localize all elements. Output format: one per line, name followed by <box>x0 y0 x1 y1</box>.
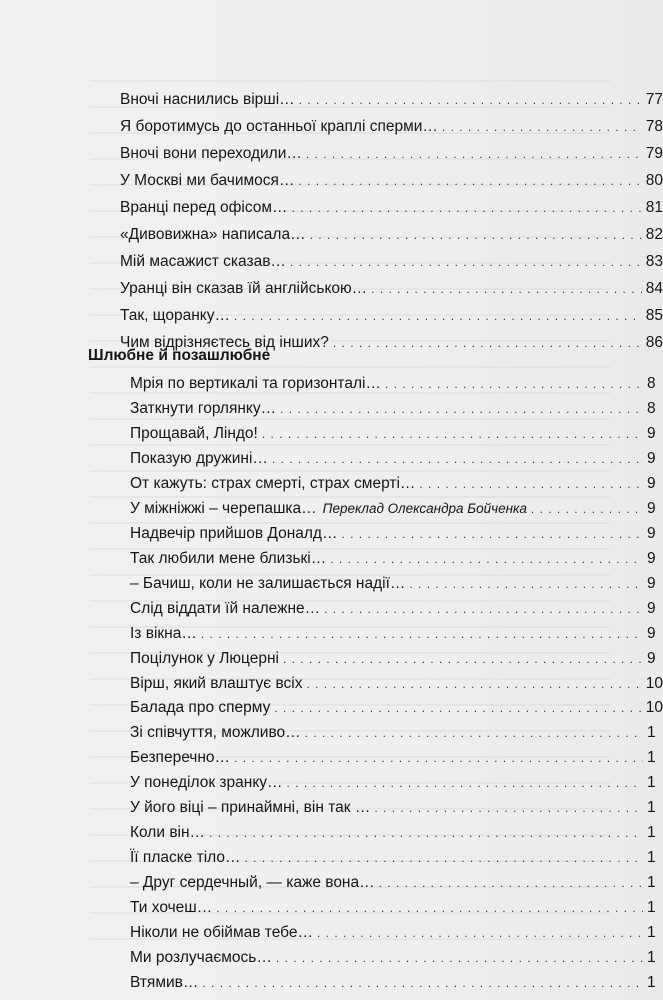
toc-entry-page: 78 <box>645 118 663 135</box>
toc-entry-title: Так любили мене близькі… <box>130 549 327 567</box>
toc-entry <box>130 696 663 721</box>
toc-entry <box>130 946 663 971</box>
toc-entry-title: – Бачиш, коли не залишається надії… <box>130 574 406 592</box>
toc-entry-page: 81 <box>645 199 663 216</box>
dot-leader <box>292 195 642 221</box>
toc-entry <box>130 572 663 597</box>
dot-leader <box>283 647 643 672</box>
toc-entry-overflow <box>130 971 663 996</box>
translator-note: Переклад Олександра Бойченка <box>322 500 527 516</box>
toc-entry-title: Слід віддати їй належне… <box>130 599 321 617</box>
toc-entry-page: 9 <box>647 599 656 617</box>
toc-entry <box>130 522 663 547</box>
toc-entry <box>130 597 663 622</box>
toc-entry <box>130 547 663 572</box>
toc-entry-page: 9 <box>647 574 656 592</box>
dot-leader <box>419 472 643 497</box>
toc-entry-page: 1 <box>647 874 656 892</box>
dot-leader <box>333 330 642 356</box>
dot-leader <box>280 397 643 422</box>
toc-entry-page: 9 <box>647 449 656 467</box>
toc-entry <box>130 497 663 522</box>
dot-leader <box>442 114 642 140</box>
dot-leader <box>202 971 643 996</box>
toc-entry-title: Безперечно… <box>130 749 231 767</box>
toc-entry <box>120 222 663 248</box>
toc-entry-page: 9 <box>647 499 656 517</box>
toc-entry-title: От кажуть: страх смерті, страх смерті… <box>130 474 416 492</box>
toc-entry-page: 10 <box>645 699 663 717</box>
toc-entry-title: Мій масажист сказав… <box>120 253 286 270</box>
toc-entry <box>120 114 663 140</box>
toc-entry <box>130 372 663 397</box>
dot-leader <box>531 497 643 522</box>
dot-leader <box>201 622 643 647</box>
toc-entry-title: Вночі наснились вірші… <box>120 91 295 108</box>
toc-entry-title: Показую дружині… <box>130 449 268 467</box>
section-heading: Шлюбне й позашлюбне <box>88 347 271 364</box>
dot-leader <box>341 522 643 547</box>
dot-leader <box>317 921 643 946</box>
toc-entry <box>120 249 663 275</box>
dot-leader <box>274 696 641 721</box>
toc-entry-title: У його віці – принаймні, він так … <box>130 799 371 817</box>
dot-leader <box>379 871 643 896</box>
toc-entry-page: 77 <box>645 91 663 108</box>
toc-entry-title: Поцілунок у Люцерні <box>130 649 279 667</box>
toc-entry-page: 1 <box>647 924 656 942</box>
dot-leader <box>385 372 643 397</box>
toc-entry-page: 1 <box>647 774 656 792</box>
dot-leader <box>305 721 643 746</box>
toc-entry-title: Прощавай, Ліндо! <box>130 424 258 442</box>
toc-entry-title: Надвечір прийшов Доналд… <box>130 524 338 542</box>
toc-entry <box>130 422 663 447</box>
toc-entry <box>130 447 663 472</box>
dot-leader <box>290 249 642 275</box>
toc-entry-page: 1 <box>647 949 656 967</box>
toc-entry-page: 1 <box>647 749 656 767</box>
toc-entry <box>120 168 663 194</box>
toc-entry-title: Заткнути горлянку… <box>130 399 277 417</box>
toc-entry <box>130 871 663 896</box>
dot-leader <box>298 168 641 194</box>
dot-leader <box>245 846 644 871</box>
toc-entry-page: 85 <box>645 307 663 324</box>
toc-entry-title: Зі співчуття, можливо… <box>130 724 301 742</box>
toc-entry <box>130 796 663 821</box>
toc-entry <box>120 141 663 167</box>
dot-leader <box>310 222 642 248</box>
dot-leader <box>371 276 642 302</box>
toc-entry <box>130 397 663 422</box>
toc-entry-title: Із вікна… <box>130 624 197 642</box>
toc-entry-title: У міжніжжі – черепашка… <box>130 499 317 517</box>
toc-entry-title: Мрія по вертикалі та горизонталі… <box>130 375 381 392</box>
toc-entry <box>130 746 663 771</box>
toc-entry-title: Вночі вони переходили… <box>120 145 302 162</box>
toc-entry <box>120 87 663 113</box>
toc-entry <box>120 195 663 221</box>
toc-entry-page: 8 <box>647 399 656 417</box>
toc-entry-title: «Дивовижна» написала… <box>120 226 306 243</box>
dot-leader <box>409 572 643 597</box>
toc-entry-page: 9 <box>647 524 656 542</box>
dot-leader <box>287 771 643 796</box>
toc-entry <box>130 771 663 796</box>
toc-entry-title: Я боротимусь до останньої краплі сперми… <box>120 118 438 135</box>
toc-entry-title: Вранці перед офісом… <box>120 199 288 216</box>
dot-leader <box>216 896 643 921</box>
toc-entry <box>130 821 663 846</box>
toc-entry <box>130 672 663 697</box>
dot-leader <box>234 746 643 771</box>
toc-entry-page: 1 <box>647 799 656 817</box>
toc-entry-title: Втямив… <box>130 974 199 992</box>
toc-entry-title: У Москві ми бачимося… <box>120 172 295 189</box>
toc-entry-title: У понеділок зранку… <box>130 774 283 792</box>
toc-entry-page: 1 <box>647 899 656 917</box>
toc-entry <box>130 472 663 497</box>
dot-leader <box>306 672 641 697</box>
toc-entry <box>130 921 663 946</box>
toc-entry-title: Уранці він сказав їй англійською… <box>120 280 368 297</box>
dot-leader <box>324 597 643 622</box>
toc-entry-title: Балада про сперму <box>130 699 271 717</box>
dot-leader <box>234 303 642 329</box>
toc-entry-page: 9 <box>647 474 656 492</box>
toc-entry-page: 1 <box>647 824 656 842</box>
dot-leader <box>262 422 643 447</box>
toc-entry <box>130 896 663 921</box>
toc-entry-page: 1 <box>647 849 656 867</box>
toc-entry-page: 9 <box>647 424 656 442</box>
toc-entry-page: 80 <box>645 172 663 189</box>
toc-entry <box>120 303 663 329</box>
toc-entry-page: 1 <box>647 974 656 992</box>
toc-entry-page: 84 <box>645 280 663 297</box>
toc-entry-title: Її пласке тіло… <box>130 849 241 867</box>
toc-entry-title: Коли він… <box>130 824 206 842</box>
toc-entry <box>130 647 663 672</box>
toc-entry-page: 79 <box>645 145 663 162</box>
toc-entry <box>130 721 663 746</box>
toc-entry-title: Ти хочеш… <box>130 899 213 917</box>
toc-entry <box>120 276 663 302</box>
toc-entry-title: – Друг сердечный, — каже вона… <box>130 874 375 892</box>
toc-entry-title: Так, щоранку… <box>120 307 230 324</box>
toc-entry-page: 9 <box>647 549 656 567</box>
dot-leader <box>306 141 642 167</box>
toc-entry-page: 82 <box>645 226 663 243</box>
toc-entry-title: Ніколи не обіймав тебе… <box>130 924 313 942</box>
dot-leader <box>272 447 643 472</box>
toc-entry-page: 86 <box>645 334 663 351</box>
toc-entry-page: 9 <box>647 624 656 642</box>
toc-entry-page: 10 <box>645 674 663 692</box>
toc-entry-title: Чим відрізняєтесь від інших? <box>120 334 329 351</box>
toc-entry <box>130 846 663 871</box>
toc-entry-page: 8 <box>647 375 656 392</box>
dot-leader <box>330 547 643 572</box>
dot-leader <box>209 821 643 846</box>
dot-leader <box>276 946 643 971</box>
toc-entry-title: Вірш, який влаштує всіх <box>130 674 303 692</box>
toc-entry-page: 1 <box>647 724 656 742</box>
toc-entry-title: Ми розлучаємось… <box>130 949 272 967</box>
dot-leader <box>374 796 643 821</box>
dot-leader <box>299 87 642 113</box>
toc-entry <box>130 622 663 647</box>
toc-entry-page: 83 <box>645 253 663 270</box>
toc-entry-page: 9 <box>647 649 656 667</box>
